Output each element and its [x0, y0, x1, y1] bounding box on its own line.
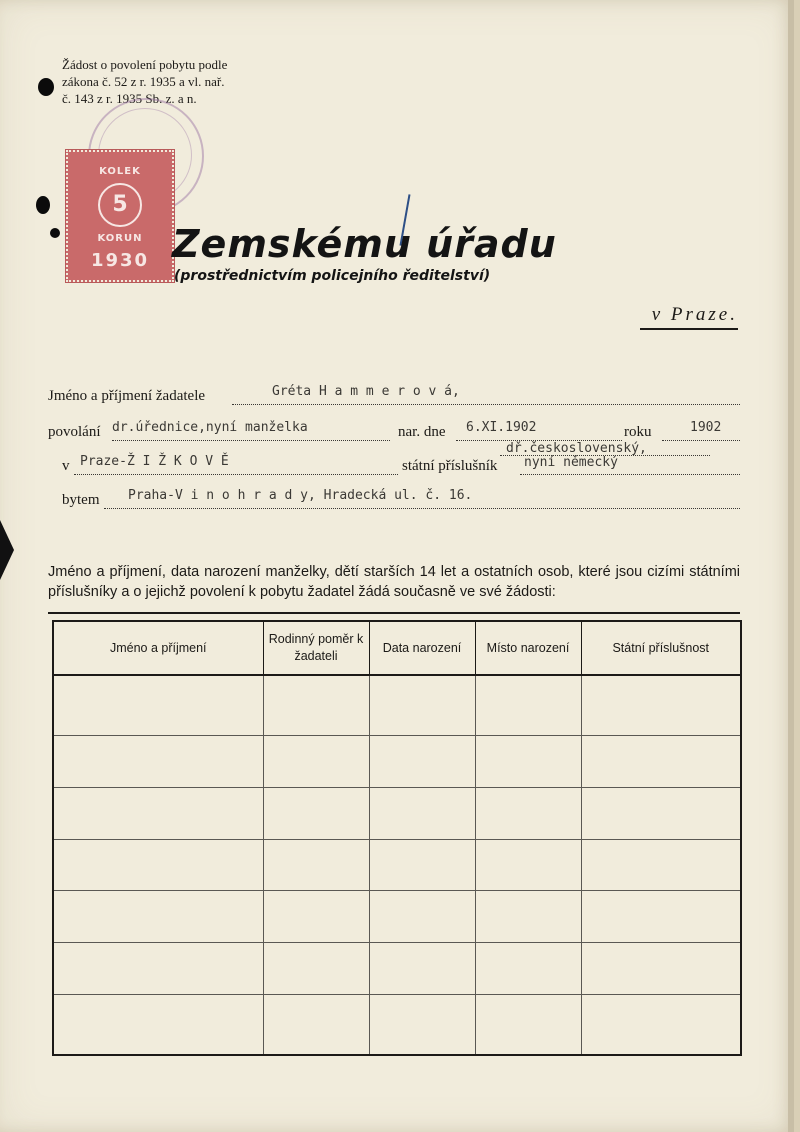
residence-label: bytem	[62, 492, 100, 508]
table-cell	[263, 787, 369, 839]
table-row	[53, 735, 741, 787]
table-cell	[53, 675, 263, 735]
table-row	[53, 995, 741, 1055]
table-cell	[475, 839, 581, 891]
birth-year-value: 1902	[690, 420, 722, 435]
birthplace-value: Praze-Ž I Ž K O V Ě	[80, 454, 229, 469]
table-cell	[263, 943, 369, 995]
table-row	[53, 787, 741, 839]
table-cell	[53, 995, 263, 1055]
table-cell	[369, 995, 475, 1055]
persons-description: Jméno a příjmení, data narození manželky, dětí starších 14 let a ostatních osob, které jsou cizími státními příslušníky a o jejichž povolení k pobytu žadatel žádá současně ve své žádosti:	[48, 564, 740, 600]
table-cell	[53, 943, 263, 995]
former-citizenship-value: dř.československý,	[506, 441, 647, 456]
description-rule	[48, 612, 740, 614]
office-city: v Praze.	[640, 304, 738, 330]
table-row	[53, 891, 741, 943]
table-cell	[475, 891, 581, 943]
residence-rule	[104, 508, 740, 509]
birth-year-label: roku	[624, 424, 652, 440]
stamp-year: 1930	[90, 250, 150, 271]
table-cell	[581, 787, 741, 839]
revenue-stamp	[66, 150, 174, 282]
table-cell	[581, 735, 741, 787]
birth-date-label: nar. dne	[398, 424, 446, 440]
citizenship-rule	[520, 474, 740, 475]
punch-hole	[50, 228, 60, 238]
table-cell	[369, 735, 475, 787]
column-header-relationship: Rodinný poměr k žadateli	[263, 621, 369, 675]
occupation-label: povolání	[48, 424, 101, 440]
table-cell	[263, 891, 369, 943]
column-header-citizenship: Státní příslušnost	[581, 621, 741, 675]
table-row	[53, 839, 741, 891]
birth-year-rule	[662, 440, 740, 441]
punch-hole	[36, 196, 50, 214]
table-cell	[53, 787, 263, 839]
stamp-korun-label: KORUN	[97, 233, 143, 244]
table-cell	[369, 891, 475, 943]
office-title: Zemskému úřadu	[172, 222, 557, 266]
table-row	[53, 675, 741, 735]
legal-reference-line: č. 143 z r. 1935 Sb. z. a n.	[62, 91, 197, 106]
table-cell	[369, 675, 475, 735]
table-cell	[581, 943, 741, 995]
office-subtitle: (prostřednictvím policejního ředitelství)	[174, 268, 491, 284]
table-row	[53, 943, 741, 995]
table-cell	[369, 943, 475, 995]
table-cell	[53, 735, 263, 787]
page-edge	[788, 0, 794, 1132]
birth-date-value: 6.XI.1902	[466, 420, 537, 435]
table-cell	[475, 675, 581, 735]
table-cell	[263, 839, 369, 891]
table-cell	[369, 787, 475, 839]
table-cell	[475, 995, 581, 1055]
table-cell	[263, 735, 369, 787]
table-cell	[475, 943, 581, 995]
column-header-name: Jméno a příjmení	[53, 621, 263, 675]
punch-hole	[38, 78, 54, 96]
table-cell	[53, 839, 263, 891]
table-header-row	[53, 621, 741, 675]
table-cell	[369, 839, 475, 891]
table-cell	[263, 675, 369, 735]
stamp-value: 5	[98, 183, 142, 227]
table-cell	[581, 675, 741, 735]
persons-table	[52, 620, 742, 1056]
table-cell	[475, 787, 581, 839]
paper-tear	[0, 520, 14, 580]
legal-reference-line: Žádost o povolení pobytu podle	[62, 57, 228, 72]
legal-reference-line: zákona č. 52 z r. 1935 a vl. nař.	[62, 74, 225, 89]
table-cell	[263, 995, 369, 1055]
column-header-birth-date: Data narození	[369, 621, 475, 675]
occupation-value: dr.úřednice,nyní manželka	[112, 420, 308, 435]
birthplace-rule	[74, 474, 398, 475]
applicant-name-label: Jméno a příjmení žadatele	[48, 388, 206, 404]
table-cell	[581, 995, 741, 1055]
table-cell	[53, 891, 263, 943]
occupation-rule	[112, 440, 390, 441]
table-cell	[581, 891, 741, 943]
citizenship-label: státní příslušník	[402, 458, 498, 474]
column-header-birthplace: Místo narození	[475, 621, 581, 675]
citizenship-value: nyní německý	[524, 455, 618, 470]
stamp-kolek-label: KOLEK	[99, 166, 141, 177]
table-cell	[475, 735, 581, 787]
applicant-name-value: Gréta H a m m e r o v á,	[272, 384, 460, 399]
applicant-name-rule	[232, 404, 740, 405]
residence-value: Praha-V i n o h r a d y, Hradecká ul. č. 16.	[128, 488, 473, 503]
birthplace-label: v	[62, 458, 70, 474]
table-cell	[581, 839, 741, 891]
